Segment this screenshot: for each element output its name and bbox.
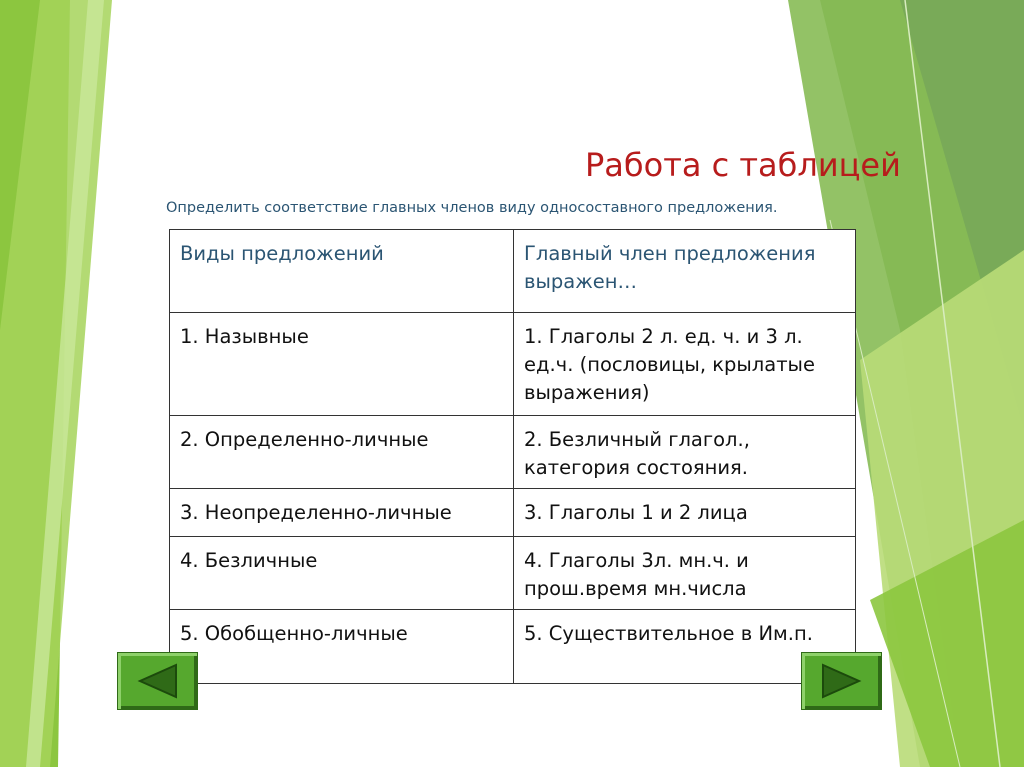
table-row (170, 313, 856, 416)
table-row (170, 416, 856, 489)
previous-slide-button[interactable] (117, 652, 198, 710)
table-cell: 3. Глаголы 1 и 2 лица (514, 489, 856, 537)
table-cell: 4. Глаголы 3л. мн.ч. и прош.время мн.числа (514, 537, 856, 610)
table-cell: 4. Безличные (170, 537, 514, 610)
next-slide-button[interactable] (801, 652, 882, 710)
table-row (170, 489, 856, 537)
table-row (170, 610, 856, 684)
column-header: Главный член предложения выражен… (514, 230, 856, 313)
table-cell: 5. Обобщенно-личные (170, 610, 514, 684)
triangle-right-icon (802, 653, 881, 709)
table-cell: 1. Глаголы 2 л. ед. ч. и 3 л. ед.ч. (пословицы, крылатые выражения) (514, 313, 856, 416)
correspondence-table (169, 229, 856, 684)
table-cell: 3. Неопределенно-личные (170, 489, 514, 537)
table-cell: 1. Назывные (170, 313, 514, 416)
triangle-left-icon (118, 653, 197, 709)
table-cell: 5. Существительное в Им.п. (514, 610, 856, 684)
table-row (170, 537, 856, 610)
table-header-row (170, 230, 856, 313)
table-cell: 2. Безличный глагол., категория состояния. (514, 416, 856, 489)
slide-title: Работа с таблицей (585, 146, 901, 184)
table-cell: 2. Определенно-личные (170, 416, 514, 489)
slide-subtitle: Определить соответствие главных членов виду односоставного предложения. (166, 200, 778, 216)
column-header: Виды предложений (170, 230, 514, 313)
